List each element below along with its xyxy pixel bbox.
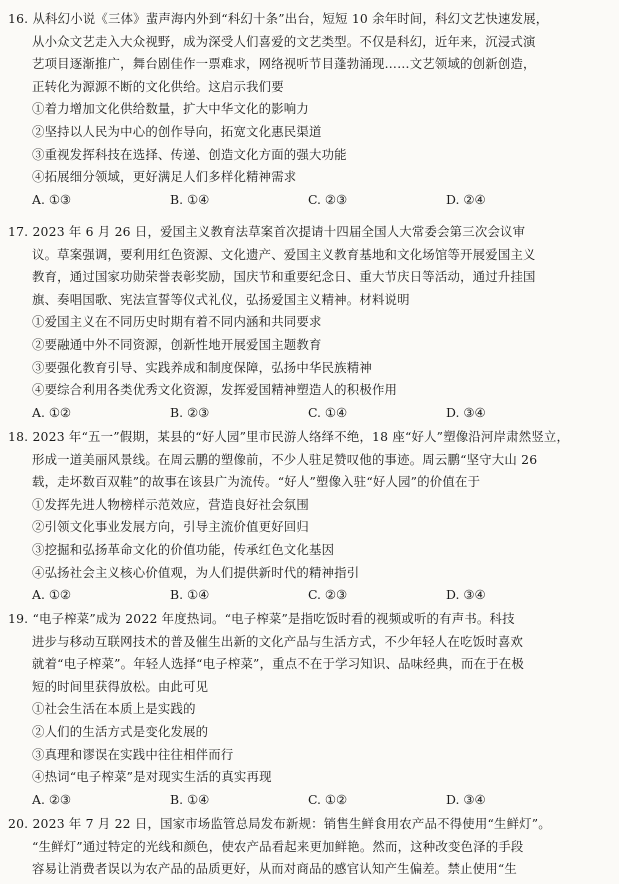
question-stem-line: 20. 2023 年 7 月 22 日，国家市场监管总局发布新规：销售生鲜食用农产品不得使用“生鲜灯”。 [8,816,551,831]
question-stem-line: 19. “电子榨菜”成为 2022 年度热词。“电子榨菜”是指吃饭时看的视频或听的有声书。科技 [8,611,515,626]
answer-choices [8,789,611,812]
statement-option: ③真理和谬误在实践中往往相伴而行 [32,746,234,762]
statement-option: ④热词“电子榨菜”是对现实生活的真实再现 [32,769,272,785]
statement-option: ②引领文化事业发展方向，引导主流价值更好回归 [32,519,309,535]
question-stem-line: 18. 2023 年“五一”假期，某县的“好人园”里市民游人络绎不绝，18 座“好人”塑像沿河岸肃然竖立， [8,429,570,444]
question-stem-line: 就着“电子榨菜”。年轻人选择“电子榨菜”，重点不在于学习知识、品味经典，而在于在极 [32,656,524,672]
statement-option: ③重视发挥科技在选择、传递、创造文化方面的强大功能 [32,146,347,162]
statement-option: ②坚持以人民为中心的创作导向，拓宽文化惠民渠道 [32,123,322,139]
question-stem-line: 17. 2023 年 6 月 26 日，爱国主义教育法草案首次提请十四届全国人大常委会第三次会议审 [8,224,526,239]
question-stem-line: 旗、奏唱国歌、宪法宣誓等仪式礼仪，弘扬爱国主义精神。材料说明 [32,291,410,307]
statement-option: ④弘扬社会主义核心价值观，为人们提供新时代的精神指引 [32,564,360,580]
statement-option: ②人们的生活方式是变化发展的 [32,723,209,739]
choice-c: C. ②③ [308,587,348,603]
choice-c: C. ①④ [308,404,348,420]
statement-option: ②要融通中外不同资源，创新性地开展爱国主题教育 [32,336,322,352]
question-19 [8,608,611,811]
choice-d: D. ②④ [446,191,486,207]
statement-option: ③挖掘和弘扬革命文化的价值功能，传承红色文化基因 [32,541,335,557]
statement-option: ①发挥先进人物榜样示范效应，营造良好社会氛围 [32,496,309,512]
question-stem-line: 进步与移动互联网技术的普及催生出新的文化产品与生活方式，不少年轻人在吃饭时喜欢 [32,633,524,649]
question-stem-line: 形成一道美丽风景线。在周云鹏的塑像前，不少人驻足赞叹他的事迹。周云鹏“坚守大山 26 [32,451,538,467]
choice-a: A. ①② [32,587,72,603]
question-stem-line: 短的时间里获得放松。由此可见 [32,678,209,694]
choice-d: D. ③④ [446,791,486,807]
question-stem-line: “生鲜灯”通过特定的光线和颜色，使农产品看起来更加鲜艳。然而，这种改变色泽的手段 [32,838,524,854]
choice-b: B. ②③ [170,404,210,420]
question-20 [8,813,611,881]
statement-option: ③要强化教育引导、实践养成和制度保障，弘扬中华民族精神 [32,359,372,375]
choice-c: C. ①② [308,791,348,807]
question-stem-line: 载，走坏数百双鞋”的故事在该县广为流传。“好人”塑像入驻“好人园”的价值在于 [32,474,481,490]
choice-a: A. ②③ [32,791,72,807]
question-stem-line: 容易让消费者误以为农产品的品质更好，从而对商品的感官认知产生偏差。禁止使用“生 [32,861,517,877]
statement-option: ①着力增加文化供给数量，扩大中华文化的影响力 [32,101,309,117]
question-18 [8,426,611,607]
question-stem-line: 艺项目逐渐推广，舞台剧佳作一票难求，网络视听节目蓬勃涌现……文艺领域的创新创造， [32,56,536,72]
question-stem-line: 从小众文艺走入大众视野，成为深受人们喜爱的文艺类型。不仅是科幻，近年来，沉浸式演 [32,33,536,49]
question-stem-line: 教育，通过国家功勋荣誉表彰奖励，国庆节和重要纪念日、重大节庆日等活动，通过升挂国 [32,269,536,285]
choice-b: B. ①④ [170,191,210,207]
question-stem-line: 16. 从科幻小说《三体》蜚声海内外到“科幻十条”出台，短短 10 余年时间，科幻文艺快速发展， [8,11,549,26]
choice-a: A. ①③ [32,191,72,207]
answer-choices [8,189,611,212]
statement-option: ④拓展细分领域，更好满足人们多样化精神需求 [32,169,297,185]
choice-c: C. ②③ [308,191,348,207]
statement-option: ①爱国主义在不同历史时期有着不同内涵和共同要求 [32,314,322,330]
choice-b: B. ①④ [170,791,210,807]
answer-choices [8,402,611,425]
choice-b: B. ①④ [170,587,210,603]
question-stem-line: 议。草案强调，要利用红色资源、文化遗产、爱国主义教育基地和文化场馆等开展爱国主义 [32,246,536,262]
statement-option: ④要综合利用各类优秀文化资源，发挥爱国精神塑造人的积极作用 [32,382,398,398]
choice-a: A. ①② [32,404,72,420]
question-16 [8,8,611,211]
answer-choices [8,584,611,607]
choice-d: D. ③④ [446,587,486,603]
choice-d: D. ③④ [446,404,486,420]
question-17 [8,221,611,424]
question-stem-line: 正转化为源源不断的文化供给。这启示我们要 [32,78,284,94]
statement-option: ①社会生活在本质上是实践的 [32,701,196,717]
